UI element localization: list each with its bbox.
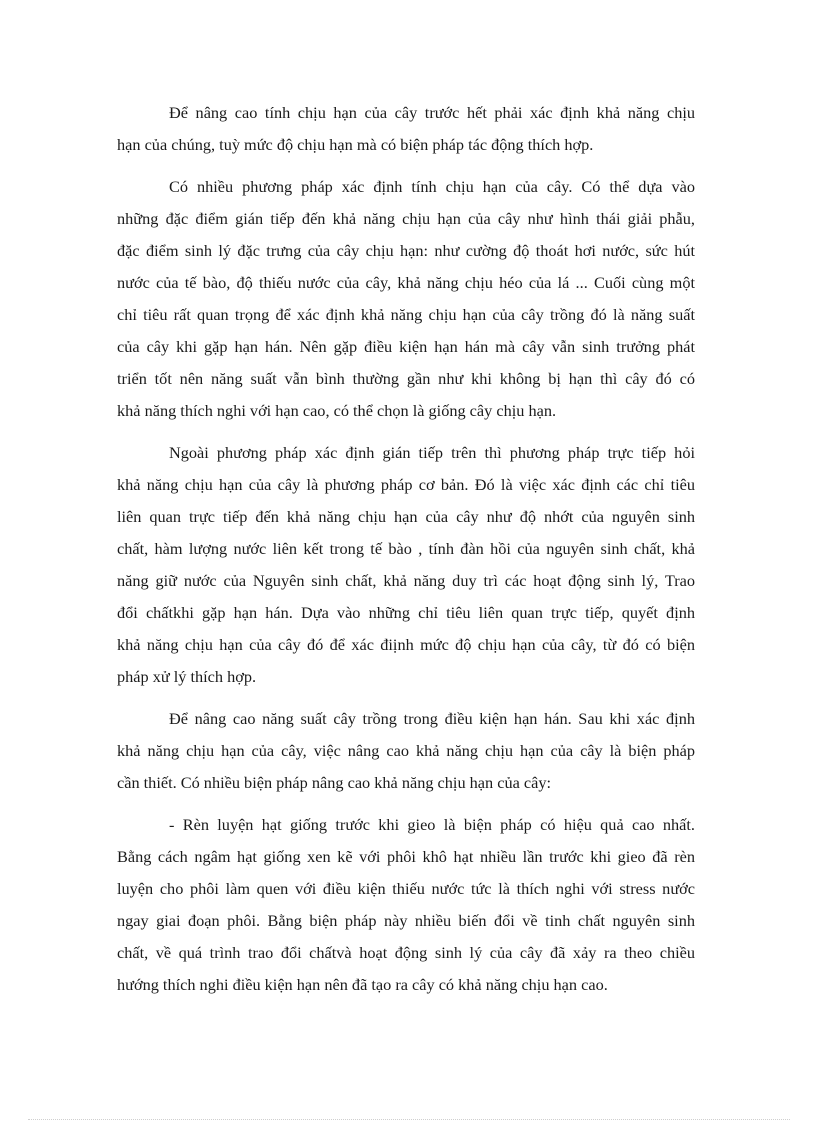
text-line: năng giữ nước của Nguyên sinh chất, khả năng duy trì các hoạt động sinh lý, Trao [117, 571, 695, 590]
body-text [117, 97, 695, 1001]
text-line: của cây khi gặp hạn hán. Nên gặp điều kiện hạn hán mà cây vẫn sinh trưởng phát [117, 337, 695, 356]
text-line: chỉ tiêu rất quan trọng để xác định khả năng chịu hạn của cây trồng đó là năng suất [117, 305, 695, 324]
text-line: - Rèn luyện hạt giống trước khi gieo là biện pháp có hiệu quả cao nhất. [169, 815, 695, 834]
text-line: khả năng chịu hạn của cây, việc nâng cao khả năng chịu hạn của cây là biện pháp [117, 741, 695, 760]
text-line: triển tốt nên năng suất vẫn bình thường gần như khi không bị hạn thì cây đó có [117, 369, 695, 388]
text-line: liên quan trực tiếp đến khả năng chịu hạn của cây như độ nhớt của nguyên sinh [117, 507, 695, 526]
text-line: Để nâng cao năng suất cây trồng trong điều kiện hạn hán. Sau khi xác định [169, 709, 695, 728]
page-bottom-border [28, 1119, 790, 1120]
text-line: chất, hàm lượng nước liên kết trong tế bào , tính đàn hồi của nguyên sinh chất, khả [117, 539, 695, 558]
text-line: Ngoài phương pháp xác định gián tiếp trên thì phương pháp trực tiếp hỏi [169, 443, 695, 462]
text-line: Có nhiều phương pháp xác định tính chịu hạn của cây. Có thể dựa vào [169, 177, 695, 196]
text-line: khả năng chịu hạn của cây là phương pháp cơ bản. Đó là việc xác định các chỉ tiêu [117, 475, 695, 494]
text-line: luyện cho phôi làm quen với điều kiện thiếu nước tức là thích nghi với stress nước [117, 879, 695, 898]
paragraph-1 [117, 97, 695, 161]
text-line: đặc điểm sinh lý đặc trưng của cây chịu hạn: như cường độ thoát hơi nước, sức hút [117, 241, 695, 260]
text-line: Để nâng cao tính chịu hạn của cây trước hết phải xác định khả năng chịu [169, 103, 695, 122]
text-line: đổi chấtkhi gặp hạn hán. Dựa vào những chỉ tiêu liên quan trực tiếp, quyết định [117, 603, 695, 622]
text-line: chất, về quá trình trao đổi chấtvà hoạt động sinh lý của cây đã xảy ra theo chiều [117, 943, 695, 962]
text-line: nước của tế bào, độ thiếu nước của cây, khả năng chịu héo của lá ... Cuối cùng một [117, 273, 695, 292]
text-line: Bằng cách ngâm hạt giống xen kẽ với phôi khô hạt nhiều lần trước khi gieo đã rèn [117, 847, 695, 866]
text-line: ngay giai đoạn phôi. Bằng biện pháp này nhiều biến đổi về tinh chất nguyên sinh [117, 911, 695, 930]
text-line: khả năng thích nghi với hạn cao, có thể chọn là giống cây chịu hạn. [117, 401, 557, 420]
paragraph-3 [117, 437, 695, 693]
text-line: cần thiết. Có nhiều biện pháp nâng cao khả năng chịu hạn của cây: [117, 773, 552, 792]
text-line: khả năng chịu hạn của cây đó để xác điịnh mức độ chịu hạn của cây, từ đó có biện [117, 635, 695, 654]
paragraph-4 [117, 703, 695, 799]
text-line: pháp xử lý thích hợp. [117, 667, 257, 686]
paragraph-5 [117, 809, 695, 1001]
text-line: những đặc điểm gián tiếp đến khả năng chịu hạn của cây như hình thái giải phẫu, [117, 209, 695, 228]
text-line: hạn của chúng, tuỳ mức độ chịu hạn mà có biện pháp tác động thích hợp. [117, 135, 594, 154]
paragraph-2 [117, 171, 695, 427]
text-line: hướng thích nghi điều kiện hạn nên đã tạo ra cây có khả năng chịu hạn cao. [117, 975, 608, 994]
